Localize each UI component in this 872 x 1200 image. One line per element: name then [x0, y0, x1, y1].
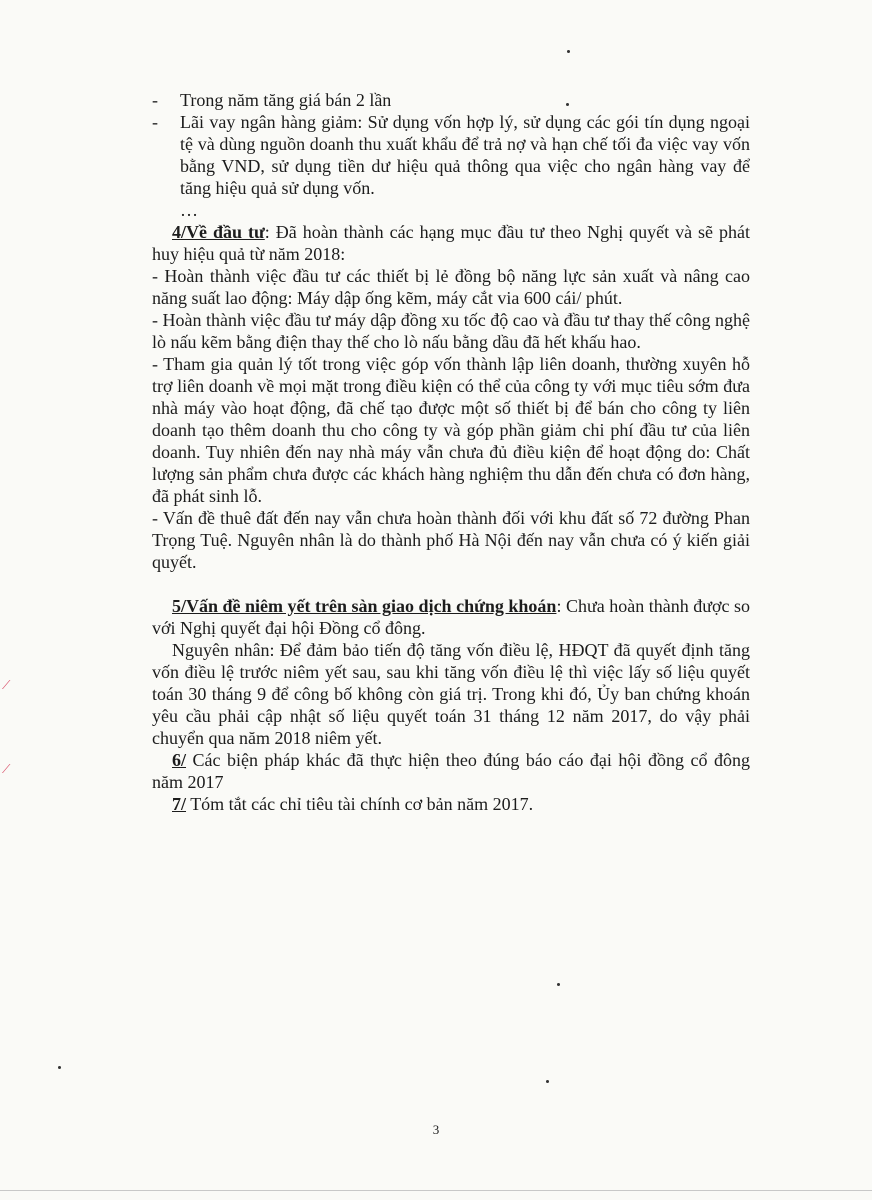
section-4-item: - Vấn đề thuê đất đến nay vẫn chưa hoàn thành đối với khu đất số 72 đường Phan Trọng Tuệ. Nguyên nhân là do thành phố Hà Nội đến nay vẫn chưa có ý kiến giải quyết. — [152, 508, 750, 572]
section-5-title: 5/Vấn đề niêm yết trên sàn giao dịch chứng khoán — [172, 596, 557, 616]
section-5-reason: Nguyên nhân: Để đảm bảo tiến độ tăng vốn điều lệ, HĐQT đã quyết định tăng vốn điều lệ trước niêm yết sau, sau khi tăng vốn điều lệ thì việc lấy số liệu quyết toán 30 tháng 9 để công bố không còn giá trị. Trong khi đó, Ủy ban chứng khoán yêu cầu phải cập nhật số liệu quyết toán 31 tháng 12 năm 2017, do vậy phải chuyển qua năm 2018 niêm yết. — [152, 640, 750, 748]
bullet-item: - Trong năm tăng giá bán 2 lần — [152, 90, 392, 110]
section-7 — [152, 793, 750, 815]
scan-edge — [0, 1190, 872, 1191]
section-4-heading — [152, 221, 750, 265]
body-text — [152, 89, 750, 815]
section-4-intro: : Đã hoàn thành các hạng mục đầu tư theo Nghị quyết và sẽ phát huy hiệu quả từ năm 2018: — [152, 222, 750, 264]
section-4-item: - Hoàn thành việc đầu tư máy dập đồng xu tốc độ cao và đầu tư thay thế công nghệ lò nấu kẽm bằng điện thay thế cho lò nấu bằng dầu đã hết khấu hao. — [152, 310, 750, 352]
scan-speck — [546, 1080, 549, 1083]
red-stamp-mark: ⟋ — [2, 678, 11, 692]
section-4-item: - Hoàn thành việc đầu tư các thiết bị lẻ đồng bộ năng lực sản xuất và nâng cao năng suất lao động: Máy dập ống kẽm, máy cắt via 600 cái/ phút. — [152, 266, 750, 308]
scan-speck — [58, 1066, 61, 1069]
section-6 — [152, 749, 750, 793]
section-5-intro: : Chưa hoàn thành được so với Nghị quyết đại hội Đồng cổ đông. — [152, 596, 750, 638]
scan-speck — [557, 983, 560, 986]
section-7-text: Tóm tắt các chỉ tiêu tài chính cơ bản năm 2017. — [186, 794, 534, 814]
section-5-heading — [152, 595, 750, 639]
bullet-dash: - — [152, 90, 158, 110]
bullet-item: - Lãi vay ngân hàng giảm: Sử dụng vốn hợp lý, sử dụng các gói tín dụng ngoại tệ và dùng nguồn doanh thu xuất khẩu để trả nợ và hạn chế tối đa việc vay vốn bằng VND, sử dụng tiền dư hiệu quả thông qua việc cho ngân hàng vay để tăng hiệu quả sử dụng vốn. — [152, 112, 750, 198]
scan-speck — [567, 50, 570, 53]
red-stamp-mark: ⟋ — [2, 762, 11, 776]
section-4-title: 4/Về đầu tư — [172, 222, 265, 242]
ellipsis: … — [180, 200, 198, 220]
section-6-text: Các biện pháp khác đã thực hiện theo đúng báo cáo đại hội đồng cổ đông năm 2017 — [152, 750, 750, 792]
section-4-item: - Tham gia quản lý tốt trong việc góp vốn thành lập liên doanh, thường xuyên hỗ trợ liên doanh về mọi mặt trong điều kiện có thể của công ty với mục tiêu sớm đưa nhà máy vào hoạt động, đã chế tạo được một số thiết bị để bán cho công ty liên doanh tạo thêm doanh thu cho công ty và góp phần giảm chi phí đầu tư của liên doanh. Tuy nhiên đến nay nhà máy vẫn chưa đủ điều kiện để hoạt động do: Chất lượng sản phẩm chưa được các khách hàng nghiệm thu dẫn đến chưa có đơn hàng, đã phát sinh lỗ. — [152, 354, 750, 506]
section-7-number: 7/ — [172, 794, 187, 814]
bullet-dash: - — [152, 112, 158, 132]
section-6-number: 6/ — [172, 750, 187, 770]
page-number: 3 — [432, 1122, 440, 1137]
